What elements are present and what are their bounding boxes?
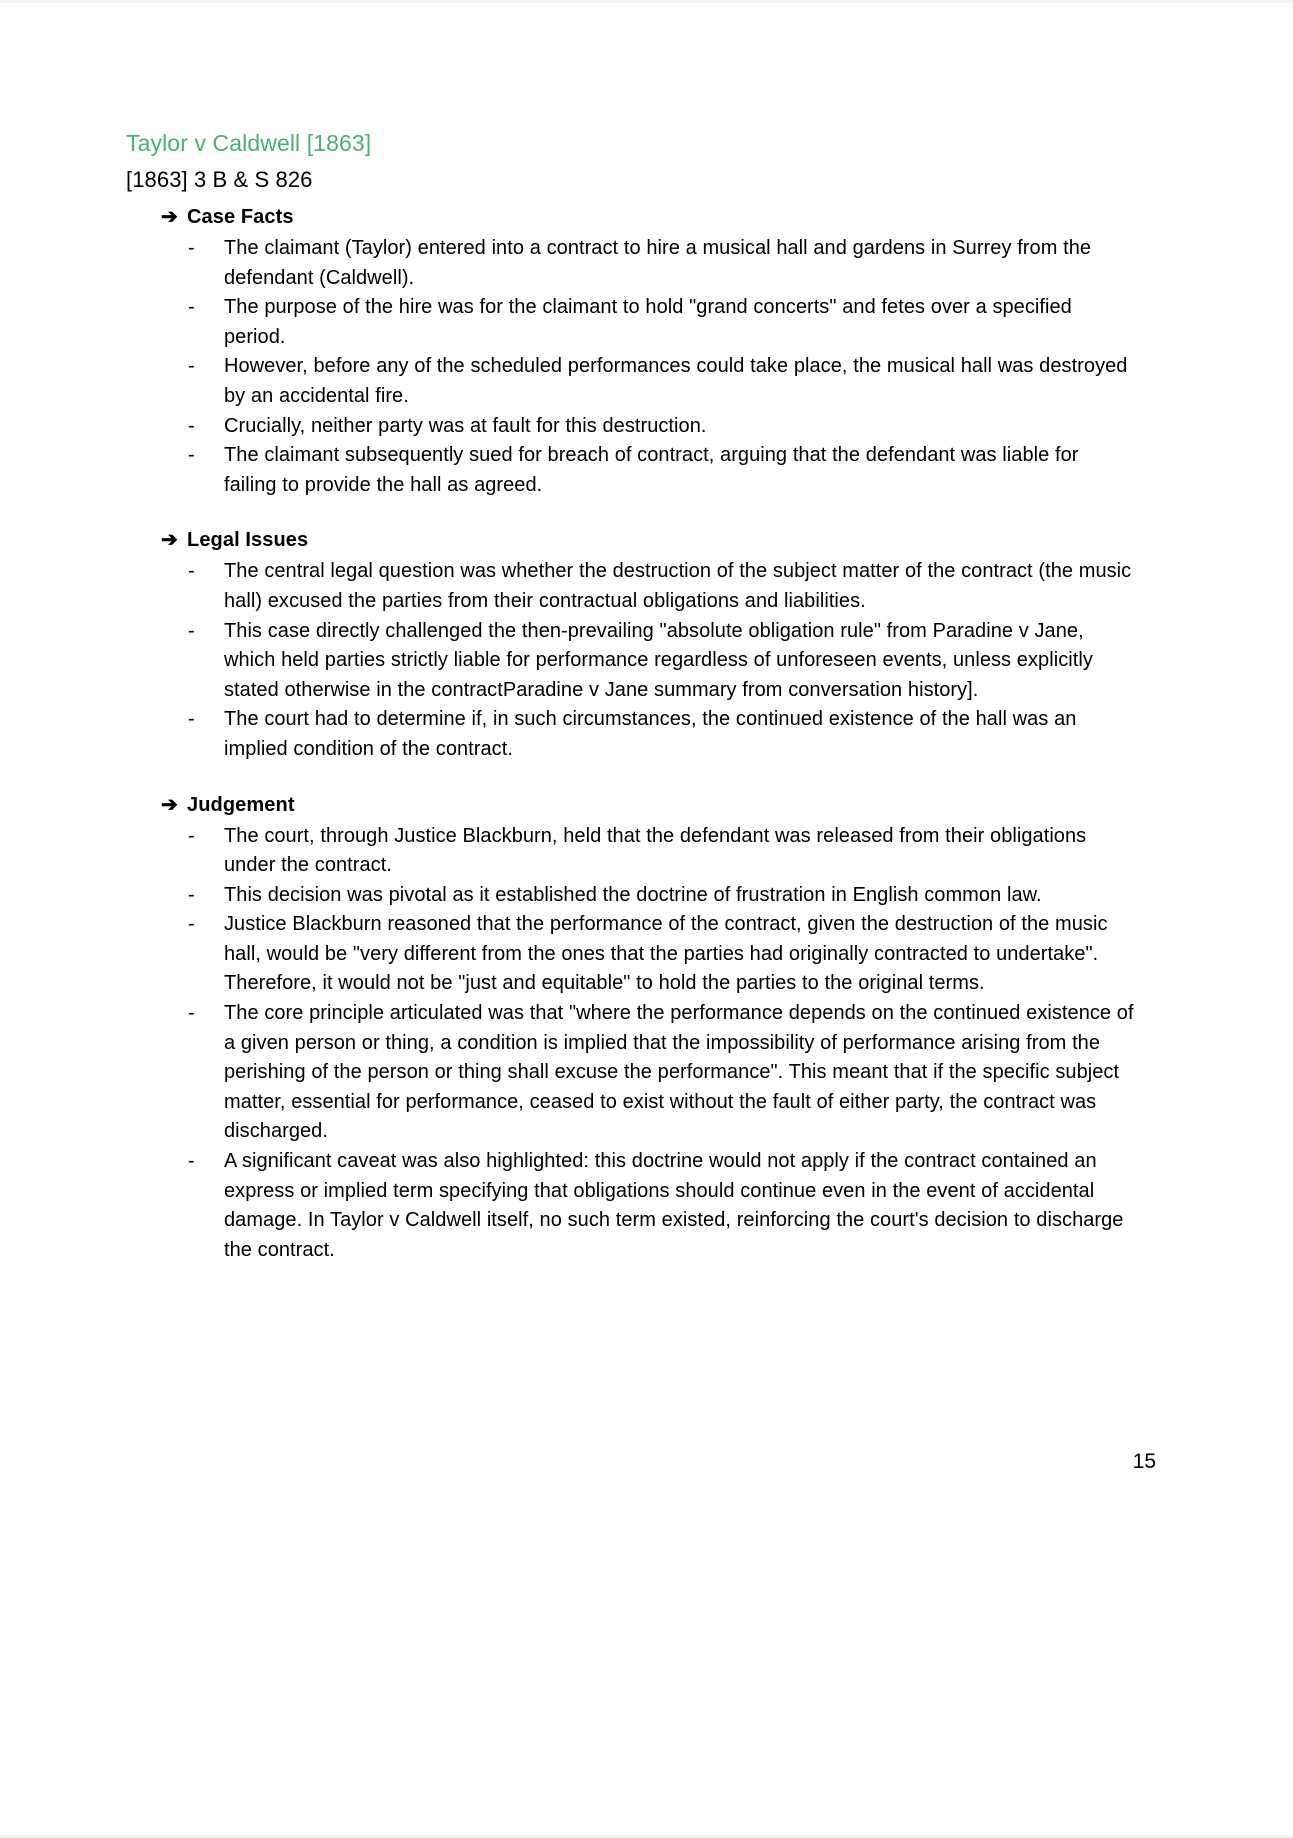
section xyxy=(126,791,1136,1266)
section-heading xyxy=(161,203,1136,232)
section-title: Case Facts xyxy=(187,206,294,228)
list-item xyxy=(188,999,1136,1147)
dash-bullet-icon: - xyxy=(188,560,195,583)
page-title: Taylor v Caldwell [1863] xyxy=(126,130,372,156)
arrow-right-icon: ➔ xyxy=(161,793,178,816)
list-item-text: The central legal question was whether the destruction of the subject matter of the contract (the music hall) excused the parties from their contractual obligations and liabilities. xyxy=(224,560,1132,612)
page-number: 15 xyxy=(1132,1450,1156,1473)
dash-bullet-icon: - xyxy=(188,296,195,319)
list-item-text: However, before any of the scheduled performances could take place, the musical hall was destroyed by an accidental fire. xyxy=(224,355,1128,407)
list-item-text: A significant caveat was also highlighted: this doctrine would not apply if the contract contained an express or implied term specifying that obligations should continue even in the event of accidental damage. In Taylor v Caldwell itself, no such term existed, reinforcing the court's decision to discharge the contract. xyxy=(224,1150,1124,1261)
list-item xyxy=(188,705,1136,764)
dash-bullet-icon: - xyxy=(188,708,195,731)
list-item-text: The claimant subsequently sued for breach of contract, arguing that the defendant was liable for failing to provide the hall as agreed. xyxy=(224,444,1079,496)
dash-bullet-icon: - xyxy=(188,444,195,467)
list-item xyxy=(188,234,1136,293)
dash-bullet-icon: - xyxy=(188,237,195,259)
dash-bullet-icon: - xyxy=(188,1150,195,1173)
dash-bullet-icon: - xyxy=(188,883,195,906)
arrow-right-icon: ➔ xyxy=(161,529,178,552)
bullet-list xyxy=(126,234,1136,500)
bullet-list xyxy=(126,557,1136,764)
list-item xyxy=(188,352,1136,411)
dash-bullet-icon: - xyxy=(188,824,195,847)
list-item xyxy=(188,1147,1136,1265)
list-item-text: The purpose of the hire was for the claimant to hold "grand concerts" and fetes over a specified period. xyxy=(224,296,1072,348)
list-item-text: The claimant (Taylor) entered into a contract to hire a musical hall and gardens in Surrey from the defendant (Caldwell). xyxy=(224,237,1092,289)
dash-bullet-icon: - xyxy=(188,414,195,437)
list-item-text: This case directly challenged the then-prevailing "absolute obligation rule" from Paradine v Jane, which held parties strictly liable for performance regardless of unforeseen events, unless explicitly stated otherwise in the contractParadine v Jane summary from conversation history]. xyxy=(224,619,1093,701)
dash-bullet-icon: - xyxy=(188,619,195,642)
case-citation: [1863] 3 B & S 826 xyxy=(126,167,313,192)
list-item xyxy=(188,822,1136,881)
list-item xyxy=(188,617,1136,706)
bullet-list xyxy=(126,822,1136,1266)
section xyxy=(126,203,1136,500)
list-item xyxy=(188,293,1136,352)
list-item-text: This decision was pivotal as it established the doctrine of frustration in English common law. xyxy=(224,883,1042,906)
arrow-right-icon: ➔ xyxy=(161,206,178,228)
dash-bullet-icon: - xyxy=(188,913,195,936)
dash-bullet-icon: - xyxy=(188,355,195,378)
list-item xyxy=(188,557,1136,616)
section-heading xyxy=(161,791,1136,820)
list-item-text: Crucially, neither party was at fault for this destruction. xyxy=(224,414,707,437)
section-title: Legal Issues xyxy=(187,529,309,552)
list-item-text: Justice Blackburn reasoned that the performance of the contract, given the destruction of the music hall, would be "very different from the ones that the parties had originally contracted to undertake". Therefore, it would not be "just and equitable" to hold the parties to the original terms. xyxy=(224,913,1108,995)
dash-bullet-icon: - xyxy=(188,1002,195,1025)
sections-container xyxy=(126,203,1136,1265)
list-item xyxy=(188,910,1136,999)
list-item xyxy=(188,441,1136,500)
document-content xyxy=(126,128,1136,1265)
list-item xyxy=(188,881,1136,911)
section xyxy=(126,526,1136,764)
list-item-text: The court, through Justice Blackburn, held that the defendant was released from their obligations under the contract. xyxy=(224,824,1087,877)
section-title: Judgement xyxy=(187,793,295,816)
section-heading xyxy=(161,526,1136,555)
list-item-text: The court had to determine if, in such circumstances, the continued existence of the hall was an implied condition of the contract. xyxy=(224,708,1077,760)
page-top-edge xyxy=(0,0,1293,3)
list-item-text: The core principle articulated was that "where the performance depends on the continued existence of a given person or thing, a condition is implied that the impossibility of performance arising from the perishing of the person or thing shall excuse the performance". This meant that if the specific subject matter, essential for performance, ceased to exist without the fault of either party, the contract was discharged. xyxy=(224,1002,1134,1143)
list-item xyxy=(188,412,1136,442)
